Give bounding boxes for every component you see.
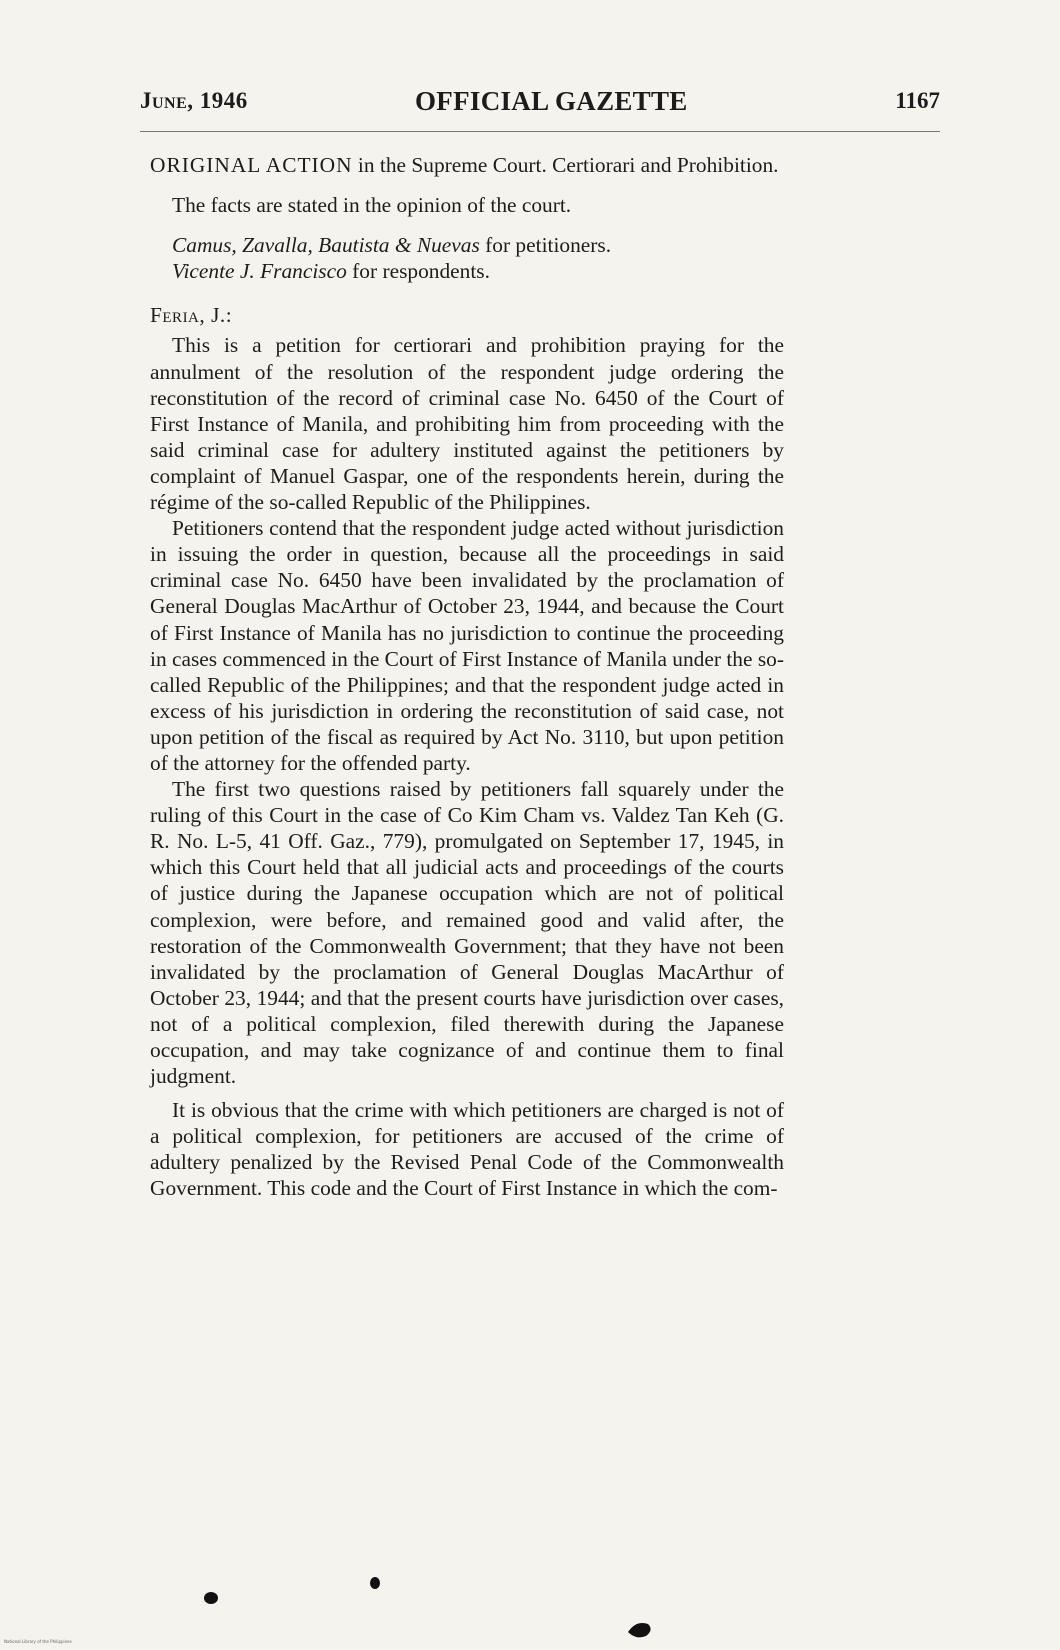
header-date: June, 1946: [140, 88, 248, 113]
judge-name: Feria, J.:: [150, 303, 233, 328]
case-description: [150, 152, 784, 178]
case-description-rest: in the Supreme Court. Certiorari and Prohibition.: [352, 153, 779, 177]
paragraph: The first two questions raised by petitioners fall squarely under the ruling of this Court in the case of Co Kim Cham vs. Valdez Tan Keh (G. R. No. L-5, 41 Off. Gaz., 779), promulgated on September 17, 1945, in which this Court held that all judicial acts and proceedings of the courts of justice during the Japanese occupation which are not of political complexion, were before, and remained good and valid after, the restoration of the Commonwealth Government; that they have not been invalidated by the proclamation of General Douglas MacArthur of October 23, 1944; and that the present courts have jurisdiction over cases, not of a political complexion, filed therewith during the Japanese occupation, and may take cognizance of and continue them to final judgment.: [150, 777, 784, 1089]
ink-speck: [204, 1592, 218, 1604]
paragraph: Petitioners contend that the respondent judge acted without jurisdiction in issuing the order in question, because all the proceedings in said criminal case No. 6450 have been invalidated by the proclamation of General Douglas MacArthur of October 23, 1944, and because the Court of First Instance of Manila has no jurisdiction to continue the proceeding in cases commenced in the Court of First Instance of Manila under the so-called Republic of the Philippines; and that the respondent judge acted in excess of his jurisdiction in ordering the reconstitution of said case, not upon petition of the fiscal as required by Act No. 3110, but upon petition of the attorney for the offended party.: [150, 516, 784, 775]
facts-statement: The facts are stated in the opinion of the court.: [172, 193, 572, 218]
page-header: [140, 88, 940, 124]
header-rule: [140, 131, 940, 132]
counsel-petitioners: [150, 232, 784, 258]
publication-title: OFFICIAL GAZETTE: [415, 86, 688, 116]
scan-source-note: National Library of the Philippines: [4, 1639, 72, 1644]
petitioners-role: for petitioners.: [479, 233, 612, 258]
respondents-counsel-names: Vicente J. Francisco: [172, 259, 347, 284]
counsel-respondents: [150, 258, 784, 284]
ink-speck: [628, 1623, 651, 1637]
paragraph: It is obvious that the crime with which petitioners are charged is not of a political complexion, for petitioners are accused of the crime of adultery penalized by the Revised Penal Code of the Commonwealth Government. This code and the Court of First Instance in which the com-: [150, 1098, 784, 1201]
page-number: 1167: [895, 88, 940, 113]
case-type: ORIGINAL ACTION: [150, 153, 353, 177]
paragraph: This is a petition for certiorari and prohibition praying for the annulment of the resolution of the respondent judge ordering the reconstitution of the record of criminal case No. 6450 of the Court of First Instance of Manila, and prohibiting him from proceeding with the said criminal case for adultery instituted against the petitioners by complaint of Manuel Gaspar, one of the respondents herein, during the régime of the so-called Republic of the Philippines.: [150, 333, 784, 515]
petitioners-counsel-names: Camus, Zavalla, Bautista & Nuevas: [172, 233, 480, 258]
ink-speck: [370, 1577, 380, 1589]
respondents-role: for respondents.: [346, 259, 490, 284]
document-body: [150, 152, 784, 1202]
